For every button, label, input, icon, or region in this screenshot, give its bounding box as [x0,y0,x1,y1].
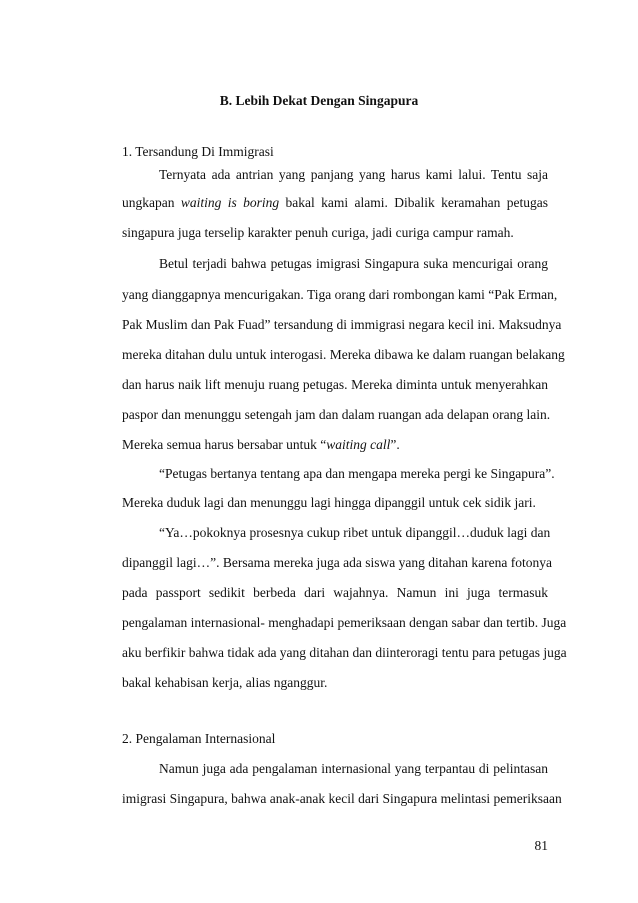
subsection-heading-1: 1. Tersandung Di Immigrasi [122,144,274,159]
paragraph-line: aku berfikir bahwa tidak ada yang ditahan dan diinteroragi tentu para petugas juga [122,645,567,660]
italic-phrase: waiting is boring [180,195,280,210]
page-number: 81 [534,838,548,853]
paragraph-line: Betul terjadi bahwa petugas imigrasi Singapura suka mencurigai orang [159,256,548,271]
paragraph-line: dipanggil lagi…”. Bersama mereka juga ada siswa yang ditahan karena fotonya [122,555,552,570]
paragraph-line: pengalaman internasional- menghadapi pemeriksaan dengan sabar dan tertib. Juga [122,615,567,630]
section-title: B. Lebih Dekat Dengan Singapura [219,93,419,108]
text-segment: bakal kami alami. Dibalik keramahan petugas [279,195,549,210]
paragraph-line: Mereka duduk lagi dan menunggu lagi hingga dipanggil untuk cek sidik jari. [122,495,536,510]
paragraph-line: dan harus naik lift menuju ruang petugas. Mereka diminta untuk menyerahkan [122,377,548,392]
paragraph-line: imigrasi Singapura, bahwa anak-anak kecil dari Singapura melintasi pemeriksaan [122,791,562,806]
paragraph-line: “Petugas bertanya tentang apa dan mengapa mereka pergi ke Singapura”. [159,466,555,481]
paragraph-line: yang dianggapnya mencurigakan. Tiga orang dari rombongan kami “Pak Erman, [122,287,558,302]
text-segment: Mereka semua harus bersabar untuk “ [122,437,327,452]
paragraph-line: bakal kehabisan kerja, alias nganggur. [122,675,328,690]
paragraph-line: Namun juga ada pengalaman internasional yang terpantau di pelintasan [159,761,548,776]
paragraph-line: mereka ditahan dulu untuk interogasi. Mereka dibawa ke dalam ruangan belakang [122,347,565,362]
paragraph-line: pada passport sedikit berbeda dari wajahnya. Namun ini juga termasuk [122,585,548,600]
paragraph-line: Ternyata ada antrian yang panjang yang harus kami lalui. Tentu saja [159,167,548,182]
paragraph-line: singapura juga terselip karakter penuh curiga, jadi curiga campur ramah. [122,225,514,240]
subsection-heading-2: 2. Pengalaman Internasional [122,731,276,746]
text-segment: ungkapan [122,195,181,210]
paragraph-line [122,194,548,212]
paragraph-line [122,436,548,454]
text-segment: ”. [390,437,400,452]
paragraph-line: paspor dan menunggu setengah jam dan dalam ruangan ada delapan orang lain. [122,407,551,422]
italic-phrase: waiting call [326,437,391,452]
paragraph-line: Pak Muslim dan Pak Fuad” tersandung di immigrasi negara kecil ini. Maksudnya [122,317,562,332]
paragraph-line: “Ya…pokoknya prosesnya cukup ribet untuk dipanggil…duduk lagi dan [159,525,551,540]
